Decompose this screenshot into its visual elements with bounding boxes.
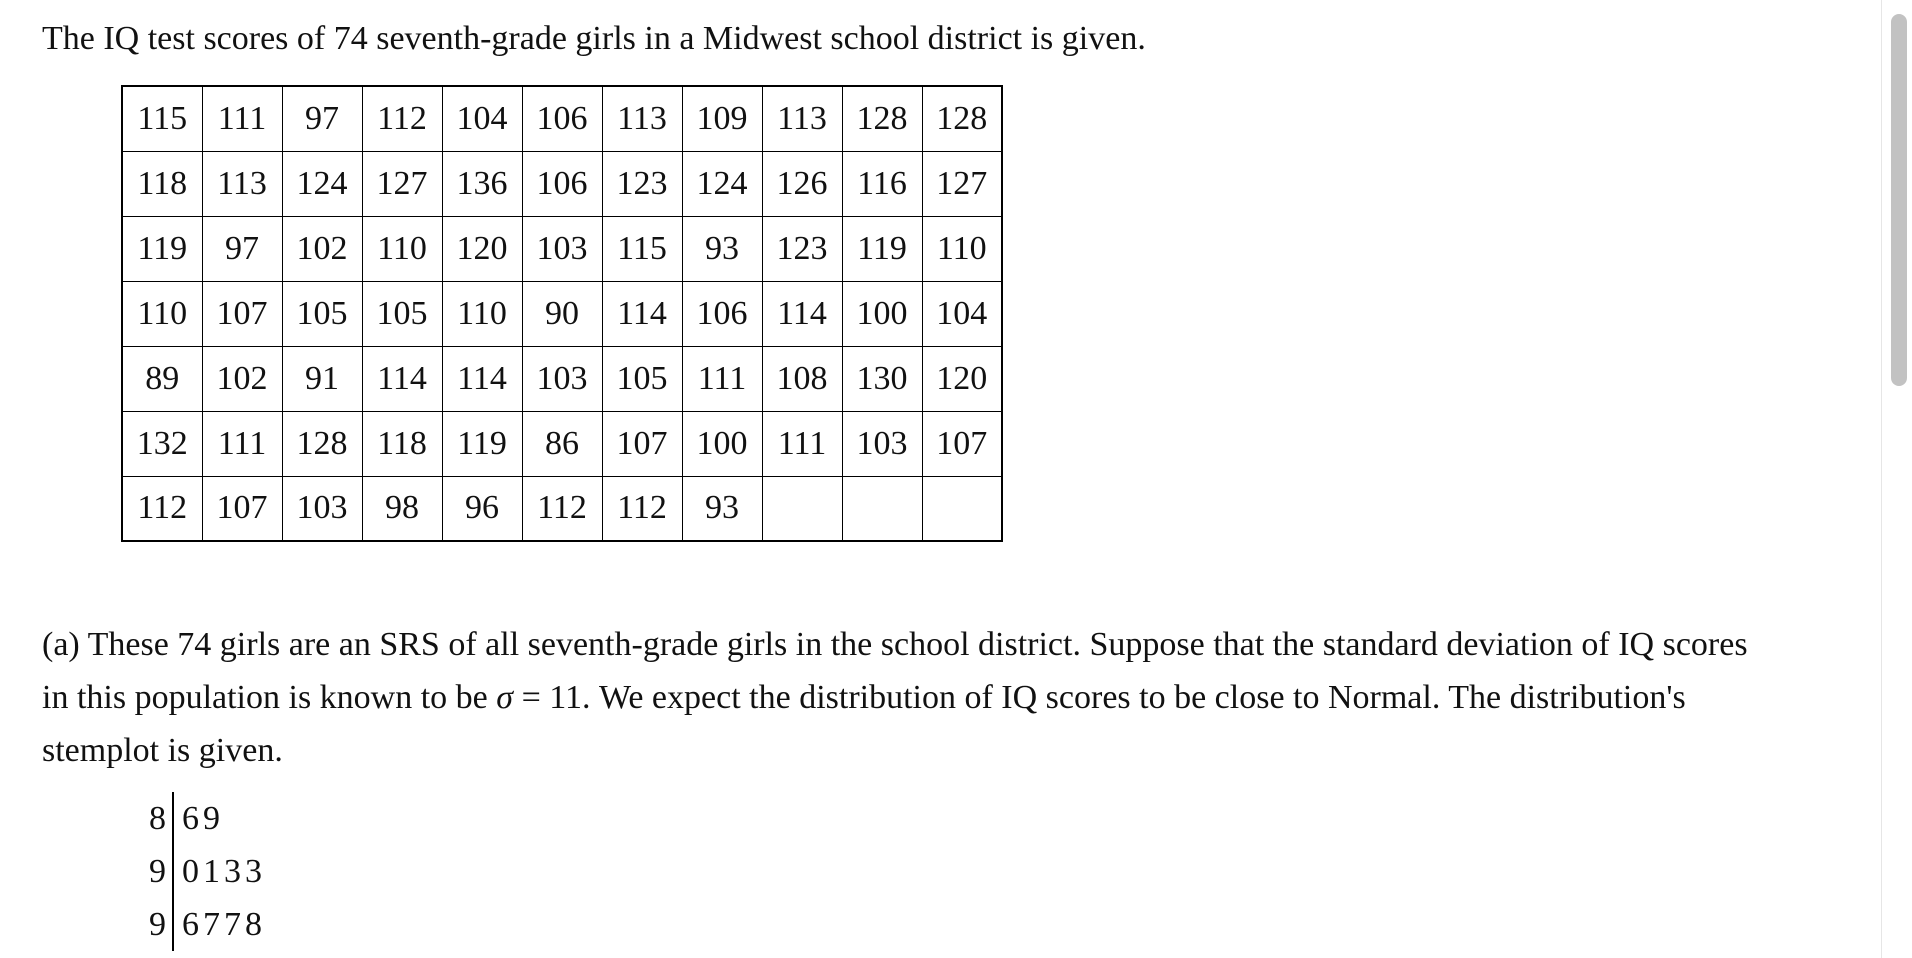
stem-value: 9 bbox=[136, 898, 174, 951]
table-cell: 119 bbox=[122, 216, 202, 281]
table-row bbox=[122, 281, 1002, 346]
table-cell: 103 bbox=[282, 476, 362, 541]
table-row bbox=[122, 411, 1002, 476]
table-cell: 102 bbox=[282, 216, 362, 281]
table-cell: 86 bbox=[522, 411, 602, 476]
leaf-values: 0133 bbox=[182, 853, 266, 890]
table-cell: 111 bbox=[682, 346, 762, 411]
question-a-text-2: = 11. We expect the distribution of IQ scores to be close to Normal. The distribution's stemplot is given. bbox=[42, 679, 1686, 769]
table-cell: 113 bbox=[202, 151, 282, 216]
table-cell: 96 bbox=[442, 476, 522, 541]
table-cell: 110 bbox=[442, 281, 522, 346]
vertical-scrollbar[interactable] bbox=[1881, 0, 1912, 958]
table-cell: 119 bbox=[442, 411, 522, 476]
table-cell: 93 bbox=[682, 476, 762, 541]
leaf-values: 6778 bbox=[182, 906, 266, 943]
leaf-values: 69 bbox=[182, 800, 224, 837]
table-cell: 107 bbox=[602, 411, 682, 476]
table-cell: 128 bbox=[922, 86, 1002, 151]
table-cell: 108 bbox=[762, 346, 842, 411]
stemplot bbox=[136, 792, 266, 951]
table-cell bbox=[762, 476, 842, 541]
table-cell: 112 bbox=[122, 476, 202, 541]
table-cell: 118 bbox=[122, 151, 202, 216]
table-row bbox=[122, 151, 1002, 216]
sigma-symbol: σ bbox=[496, 679, 514, 716]
table-cell: 114 bbox=[362, 346, 442, 411]
table-cell: 116 bbox=[842, 151, 922, 216]
table-cell: 113 bbox=[762, 86, 842, 151]
table-cell: 132 bbox=[122, 411, 202, 476]
table-cell: 114 bbox=[602, 281, 682, 346]
table-cell: 107 bbox=[202, 281, 282, 346]
problem-intro: The IQ test scores of 74 seventh-grade girls in a Midwest school district is given. bbox=[42, 20, 1146, 57]
table-cell: 124 bbox=[682, 151, 762, 216]
table-cell: 106 bbox=[682, 281, 762, 346]
stem-value: 8 bbox=[136, 792, 174, 845]
table-cell: 127 bbox=[922, 151, 1002, 216]
table-cell: 114 bbox=[442, 346, 522, 411]
table-cell: 97 bbox=[202, 216, 282, 281]
stem-value: 9 bbox=[136, 845, 174, 898]
table-cell: 90 bbox=[522, 281, 602, 346]
table-cell: 112 bbox=[522, 476, 602, 541]
table-cell: 128 bbox=[282, 411, 362, 476]
table-cell: 112 bbox=[602, 476, 682, 541]
table-cell: 110 bbox=[922, 216, 1002, 281]
table-cell: 111 bbox=[762, 411, 842, 476]
table-cell: 106 bbox=[522, 151, 602, 216]
table-row bbox=[122, 216, 1002, 281]
table-cell: 93 bbox=[682, 216, 762, 281]
table-cell: 124 bbox=[282, 151, 362, 216]
table-cell bbox=[842, 476, 922, 541]
table-cell: 112 bbox=[362, 86, 442, 151]
table-cell: 105 bbox=[362, 281, 442, 346]
table-cell: 128 bbox=[842, 86, 922, 151]
table-cell: 105 bbox=[602, 346, 682, 411]
table-cell: 97 bbox=[282, 86, 362, 151]
scrollbar-thumb[interactable] bbox=[1891, 14, 1907, 386]
table-cell: 100 bbox=[842, 281, 922, 346]
question-a-text-1: (a) These 74 girls are an SRS of all seventh-grade girls in the school district. Suppose that the standard deviation of IQ scores in this population is known to be bbox=[42, 626, 1748, 716]
table-cell: 106 bbox=[522, 86, 602, 151]
table-cell: 109 bbox=[682, 86, 762, 151]
table-cell: 123 bbox=[602, 151, 682, 216]
stemplot-row bbox=[136, 845, 266, 898]
table-cell: 113 bbox=[602, 86, 682, 151]
table-cell: 120 bbox=[442, 216, 522, 281]
table-cell: 89 bbox=[122, 346, 202, 411]
table-cell: 123 bbox=[762, 216, 842, 281]
table-cell: 98 bbox=[362, 476, 442, 541]
table-cell: 118 bbox=[362, 411, 442, 476]
table-cell: 136 bbox=[442, 151, 522, 216]
table-cell: 104 bbox=[922, 281, 1002, 346]
table-row bbox=[122, 346, 1002, 411]
table-cell: 110 bbox=[362, 216, 442, 281]
table-cell: 100 bbox=[682, 411, 762, 476]
table-cell: 126 bbox=[762, 151, 842, 216]
table-cell: 110 bbox=[122, 281, 202, 346]
table-cell: 102 bbox=[202, 346, 282, 411]
table-cell: 103 bbox=[842, 411, 922, 476]
table-cell: 120 bbox=[922, 346, 1002, 411]
stemplot-row bbox=[136, 792, 266, 845]
stemplot-row bbox=[136, 898, 266, 951]
table-cell: 103 bbox=[522, 216, 602, 281]
iq-scores-table bbox=[121, 85, 1003, 542]
table-cell: 115 bbox=[122, 86, 202, 151]
table-cell: 111 bbox=[202, 411, 282, 476]
table-row bbox=[122, 86, 1002, 151]
table-row bbox=[122, 476, 1002, 541]
table-cell: 111 bbox=[202, 86, 282, 151]
question-a bbox=[42, 618, 1782, 777]
table-cell: 105 bbox=[282, 281, 362, 346]
table-cell: 104 bbox=[442, 86, 522, 151]
table-cell: 114 bbox=[762, 281, 842, 346]
table-cell: 107 bbox=[922, 411, 1002, 476]
table-cell: 107 bbox=[202, 476, 282, 541]
table-cell: 115 bbox=[602, 216, 682, 281]
table-cell: 91 bbox=[282, 346, 362, 411]
table-cell: 119 bbox=[842, 216, 922, 281]
table-cell: 103 bbox=[522, 346, 602, 411]
table-cell bbox=[922, 476, 1002, 541]
table-cell: 130 bbox=[842, 346, 922, 411]
table-cell: 127 bbox=[362, 151, 442, 216]
